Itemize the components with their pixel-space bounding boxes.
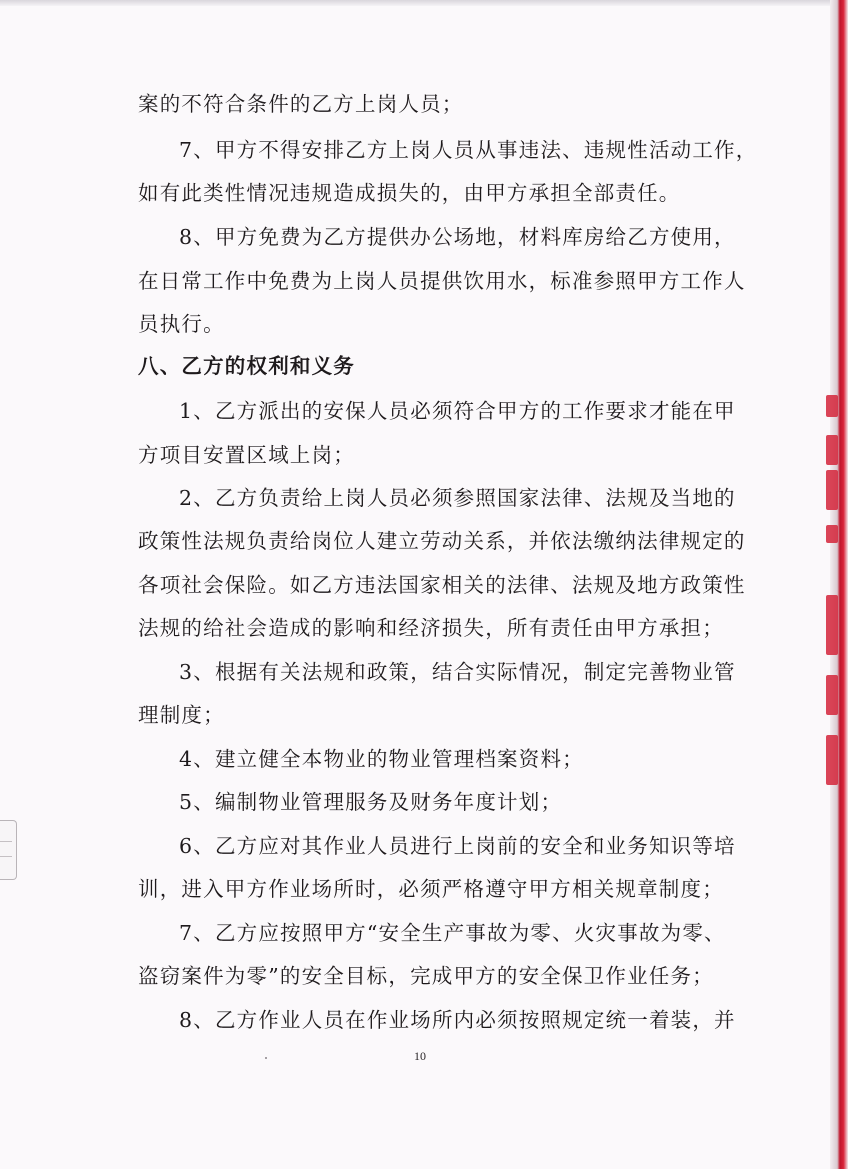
text-line: 案的不符合条件的乙方上岗人员； [138,92,464,116]
text-line: 法规的给社会造成的影响和经济损失，所有责任由甲方承担； [138,616,724,640]
text-line: 2、乙方负责给上岗人员必须参照国家法律、法规及当地的 [179,486,736,510]
text-line: 6、乙方应对其作业人员进行上岗前的安全和业务知识等培 [179,834,736,858]
text-line: 如有此类性情况违规造成损失的，由甲方承担全部责任。 [138,181,681,205]
text-line: 各项社会保险。如乙方违法国家相关的法律、法规及地方政策性 [138,573,746,597]
text-line: 方项目安置区域上岗； [138,443,355,467]
text-line: 7、甲方不得安排乙方上岗人员从事违法、违规性活动工作， [179,138,758,162]
text-line: 盗窃案件为零”的安全目标，完成甲方的安全保卫作业任务； [138,964,714,988]
page-number: 10 [414,1049,426,1063]
paper-top-edge [0,0,848,6]
text-line: 7、乙方应按照甲方“安全生产事故为零、火灾事故为零、 [179,921,726,945]
binding-clip [0,820,17,880]
text-line: 在日常工作中免费为上岗人员提供饮用水，标准参照甲方工作人 [138,269,746,293]
text-line: 理制度； [138,703,225,727]
text-line: 员执行。 [138,312,225,336]
text-line: 3、根据有关法规和政策，结合实际情况，制定完善物业管 [179,660,736,684]
text-line: 训，进入甲方作业场所时，必须严格遵守甲方相关规章制度； [138,877,724,901]
binding-seal-marks [826,395,840,785]
section-heading: 八、乙方的权利和义务 [138,354,355,378]
scan-speck [265,1057,267,1059]
text-line: 8、乙方作业人员在作业场所内必须按照规定统一着装，并 [179,1008,736,1032]
text-line: 5、编制物业管理服务及财务年度计划； [179,790,563,814]
text-line: 8、甲方免费为乙方提供办公场地，材料库房给乙方使用， [179,225,736,249]
text-line: 4、建立健全本物业的物业管理档案资料； [179,747,584,771]
text-line: 政策性法规负责给岗位人建立劳动关系，并依法缴纳法律规定的 [138,529,746,553]
text-line: 1、乙方派出的安保人员必须符合甲方的工作要求才能在甲 [179,399,736,423]
